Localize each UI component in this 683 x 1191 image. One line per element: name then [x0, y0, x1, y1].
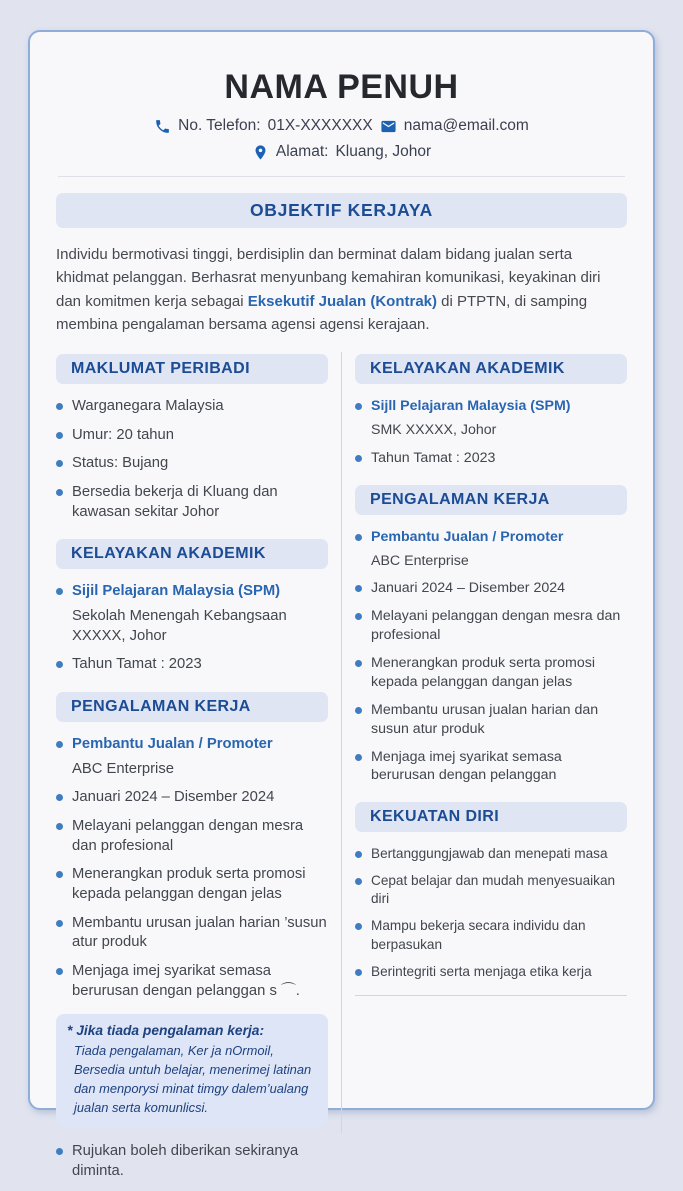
bullet-icon	[56, 1148, 63, 1155]
list-item	[56, 483, 328, 522]
contact-line-phone-email	[56, 117, 627, 135]
list-item	[56, 817, 328, 856]
left-column	[56, 352, 341, 1191]
job-title: Pembantu Jualan / Promoter	[371, 528, 564, 545]
duty-item: Menjaga imej syarikat semasa berurusan dengan pelanggan	[371, 748, 562, 784]
bullet-icon	[355, 613, 362, 620]
list-item	[355, 701, 627, 739]
bullet-icon	[56, 741, 63, 748]
list-item	[355, 845, 627, 863]
list-item	[56, 397, 328, 417]
phone-number: 01X-XXXXXXX	[267, 117, 373, 134]
personal-item: Warganegara Malaysia	[72, 398, 224, 414]
graduation-year: Tahun Tamat : 2023	[371, 449, 496, 466]
envelope-icon	[380, 118, 397, 135]
strength-item: Cepat belajar dan mudah menyesuaikan diri	[371, 873, 616, 907]
bullet-icon	[56, 489, 63, 496]
objective-text-after: di PTPTN, di samping membina pengalaman bersama agensi agensi kerajaan.	[56, 292, 588, 333]
bullet-icon	[355, 660, 362, 667]
list-item	[56, 962, 328, 1001]
qualification-title: Sijil Pelajaran Malaysia (SPM)	[72, 583, 281, 600]
bullet-icon	[355, 754, 362, 761]
bullet-icon	[56, 403, 63, 410]
list-item	[56, 865, 328, 904]
duty-item: Menerangkan produk serta promosi kepada pelanggan dengan jelas	[72, 866, 306, 903]
personal-item: Bersedia bekerja di Kluang dan kawasan sekitar Johor	[72, 484, 278, 520]
list-item	[355, 397, 627, 416]
list-item	[355, 528, 627, 547]
objective-paragraph	[56, 243, 627, 336]
list-item	[355, 607, 627, 645]
bullet-icon	[56, 661, 63, 668]
employment-period: Januari 2024 – Disember 2024	[371, 580, 566, 597]
school-name: SMK XXXXX, Johor	[371, 421, 497, 438]
section-title-experience-left: PENGALAMAN KERJA	[56, 692, 328, 722]
bullet-icon	[355, 403, 362, 410]
list-item	[355, 917, 627, 953]
strength-item: Berintegriti serta menjaga etika kerja	[371, 963, 592, 979]
duty-item: Melayani pelanggan dengan mesra dan profesional	[72, 818, 304, 854]
list-item	[56, 655, 328, 675]
personal-item: Status: Bujang	[72, 455, 169, 472]
address-label: Alamat:	[275, 143, 329, 160]
email-text: nama@email.com	[403, 117, 529, 134]
bullet-icon	[355, 707, 362, 714]
strength-item: Mampu bekerja secara individu dan berpasukan	[371, 918, 586, 952]
company-name: ABC Enterprise	[72, 760, 174, 777]
phone-label: No. Telefon:	[178, 117, 261, 134]
bullet-icon	[355, 585, 362, 592]
section-title-academic-left: KELAYAKAN AKADEMIK	[56, 539, 328, 569]
duty-item: Membantu urusan jualan harian dan susun atur produk	[371, 701, 599, 737]
contact-line-address	[56, 143, 627, 161]
bullet-icon	[56, 432, 63, 439]
resume-card	[28, 30, 655, 1179]
bullet-icon	[355, 878, 362, 885]
no-experience-note	[56, 1014, 328, 1127]
two-column-body	[56, 352, 627, 1191]
phone-icon	[154, 118, 171, 135]
bullet-icon	[355, 455, 362, 462]
job-title: Pembantu Jualan / Promoter	[72, 736, 273, 753]
personal-item: Umur: 20 tahun	[72, 426, 174, 443]
employment-period: Januari 2024 – Disember 2024	[72, 789, 275, 806]
bullet-icon	[56, 823, 63, 830]
list-item	[355, 748, 627, 786]
location-pin-icon	[252, 144, 269, 161]
duty-item: Menjaga imej syarikat semasa berurusan dengan pelanggan s ⌒.	[72, 963, 300, 999]
section-title-strengths: KEKUATAN DIRI	[355, 802, 627, 832]
bullet-icon	[355, 851, 362, 858]
section-title-academic-right: KELAYAKAN AKADEMIK	[355, 354, 627, 384]
header-divider	[58, 176, 625, 177]
bullet-icon	[56, 871, 63, 878]
list-item	[56, 582, 328, 602]
address-value: Kluang, Johor	[335, 143, 432, 160]
list-item	[56, 426, 328, 446]
full-name: NAMA PENUH	[224, 68, 459, 106]
company-name: ABC Enterprise	[371, 552, 469, 569]
right-column-bottom-rule	[355, 995, 627, 996]
list-item	[355, 872, 627, 908]
bullet-icon	[56, 588, 63, 595]
list-item	[56, 454, 328, 474]
list-item	[355, 449, 627, 468]
list-item	[56, 788, 328, 808]
duty-item: Menerangkan produk serta promosi kepada pelanggan dangan jelas	[371, 655, 595, 690]
duty-item: Membantu urusan jualan harian ’susun atur produk	[72, 914, 327, 951]
section-title-objective: OBJEKTIF KERJAYA	[56, 193, 627, 228]
bullet-icon	[355, 923, 362, 930]
bullet-icon	[355, 534, 362, 541]
bullet-icon	[56, 920, 63, 927]
bullet-icon	[56, 794, 63, 801]
section-title-personal-info: MAKLUMAT PERIBADI	[56, 354, 328, 384]
note-body: Tiada pengalaman, Ker ja nOrmoil, Bersedia untuh belajar, menerimej latinan dan menporysi minat timgy dalem’ualang jualan serta komunlicsi.	[74, 1043, 312, 1115]
note-heading: * Jika tiada pengalaman kerja:	[67, 1023, 265, 1039]
list-item	[355, 579, 627, 598]
list-item	[56, 1142, 328, 1181]
bullet-icon	[56, 968, 63, 975]
objective-highlight: Eksekutif Jualan (Kontrak)	[247, 292, 437, 310]
bullet-icon	[355, 969, 362, 976]
bullet-icon	[56, 460, 63, 467]
section-title-experience-right: PENGALAMAN KERJA	[355, 485, 627, 515]
graduation-year: Tahun Tamat : 2023	[72, 656, 202, 673]
list-item	[355, 654, 627, 692]
references-note: Rujukan boleh diberikan sekiranya diminta.	[72, 1143, 299, 1179]
objective-text-before: Individu bermotivasi tinggi, berdisiplin dan berminat dalam bidang jualan serta khidmat pelanggan. Berhasrat menyunbang kemahiran komunikasi, keyakinan diri dan komitmen kerja sebagai	[56, 246, 601, 310]
right-column	[342, 352, 627, 1191]
school-name: Sekolah Menengah Kebangsaan XXXXX, Johor	[72, 608, 287, 644]
strength-item: Bertanggungjawab dan menepati masa	[371, 846, 608, 862]
duty-item: Melayani pelanggan dengan mesra dan profesional	[371, 608, 621, 644]
list-item	[56, 735, 328, 755]
list-item	[56, 914, 328, 953]
list-item	[355, 963, 627, 981]
qualification-title: Sijll Pelajaran Malaysia (SPM)	[371, 398, 571, 414]
